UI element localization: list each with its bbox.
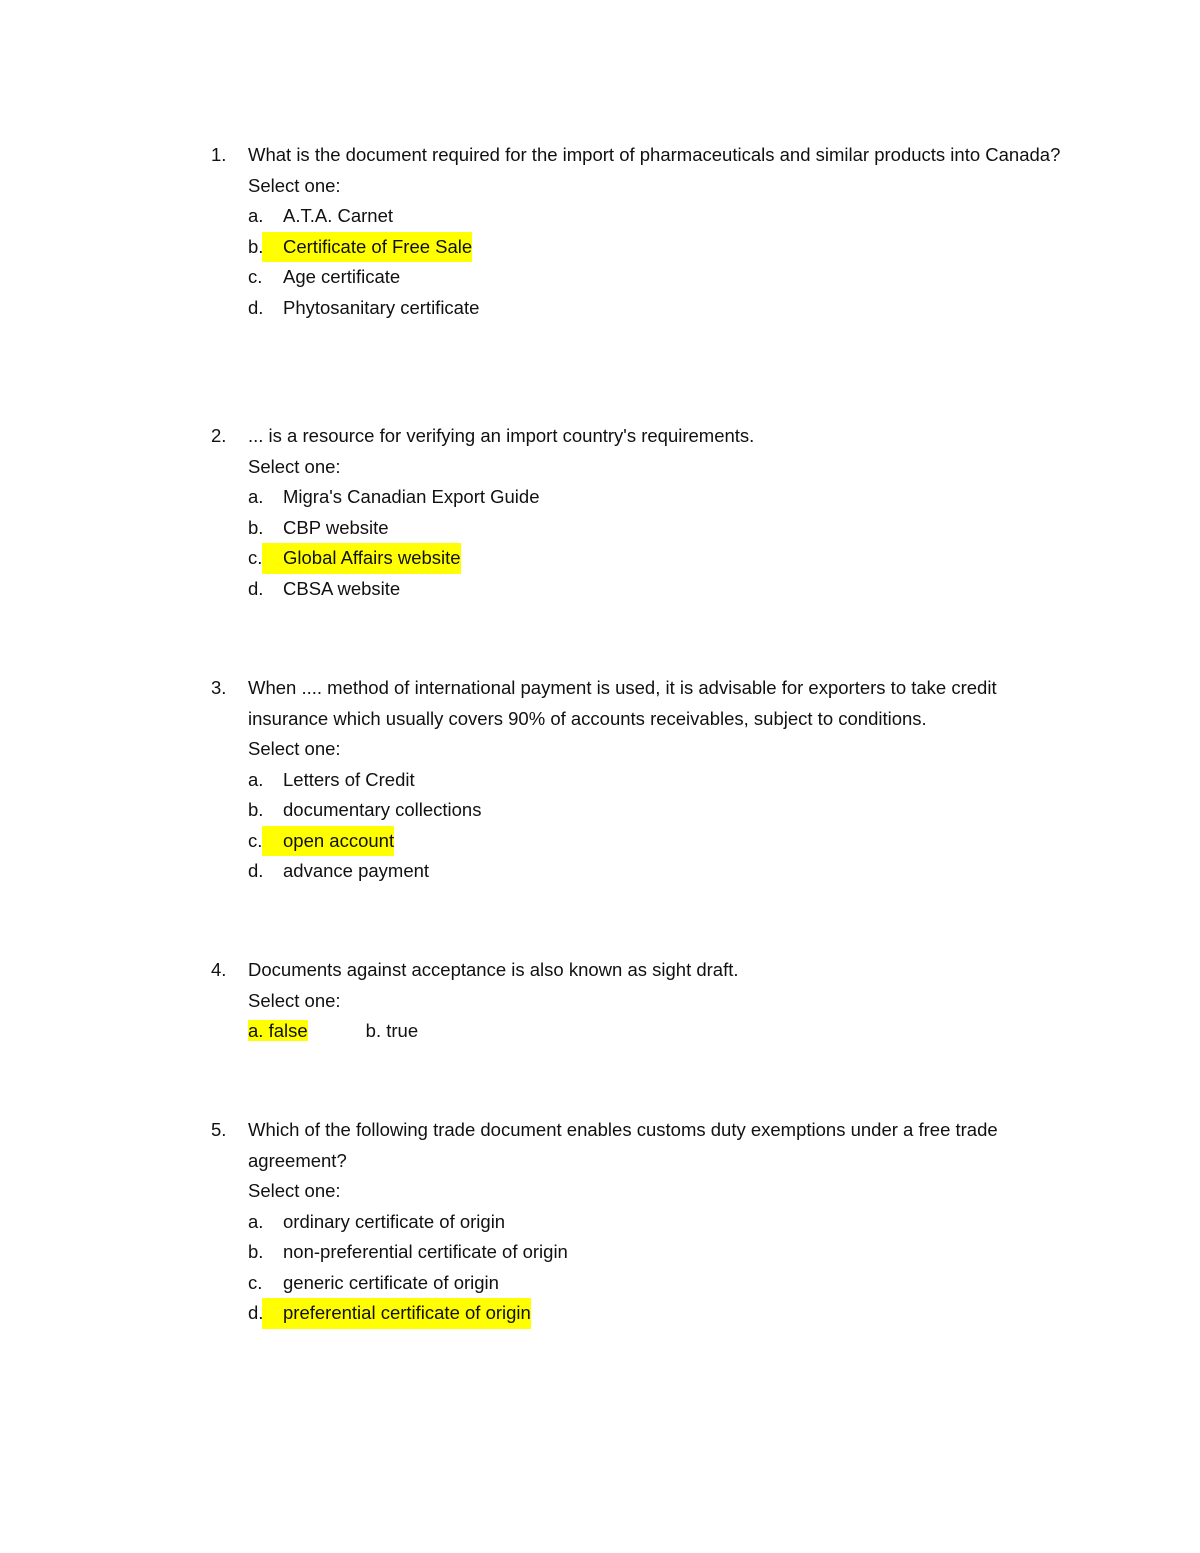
option-letter: c. (248, 547, 263, 568)
option-c-answer (248, 826, 1081, 857)
question-number: 1. (211, 144, 227, 165)
select-one-prompt: Select one: (248, 174, 341, 196)
option-letter: d. (248, 577, 264, 599)
option-letter: d. (248, 860, 264, 881)
question-number: 4. (211, 959, 227, 980)
option-a (248, 201, 1081, 232)
option-text: CBSA website (283, 577, 401, 599)
option-text: Letters of Credit (283, 768, 415, 790)
option-d (248, 293, 1081, 324)
option-text: Migra's Canadian Export Guide (283, 486, 540, 507)
option-text-highlighted: preferential certificate of origin (283, 1298, 531, 1329)
question-2 (211, 421, 1081, 604)
option-false-answer: a. false (248, 1020, 308, 1041)
option-text: A.T.A. Carnet (283, 205, 394, 226)
question-text: ... is a resource for verifying an import country's requirements. (248, 425, 755, 446)
option-b (248, 513, 1081, 544)
option-text: Phytosanitary certificate (283, 296, 480, 318)
option-a (248, 765, 1081, 796)
option-letter: b. (248, 1241, 264, 1262)
option-letter: b. (248, 516, 264, 538)
question-3 (211, 673, 1081, 887)
option-letter: a. (248, 1210, 264, 1232)
option-text: ordinary certificate of origin (283, 1210, 506, 1232)
question-number: 5. (211, 1119, 227, 1140)
option-letter: b. (248, 799, 264, 820)
option-text: generic certificate of origin (283, 1271, 499, 1293)
option-letter: a. (248, 768, 264, 790)
option-c (248, 262, 1081, 293)
question-text: What is the document required for the import of pharmaceuticals and similar products into Canada? (248, 144, 1061, 165)
option-d (248, 574, 1081, 605)
option-letter: d. (248, 1302, 264, 1323)
select-one-prompt: Select one: (248, 1180, 341, 1201)
option-letter: a. (248, 486, 264, 507)
option-text-highlighted: Global Affairs website (283, 543, 461, 574)
option-letter: c. (248, 1271, 263, 1293)
select-one-prompt: Select one: (248, 455, 341, 477)
question-number: 3. (211, 677, 227, 698)
option-letter: b. (248, 235, 264, 257)
option-a (248, 482, 1081, 513)
true-false-options (248, 1016, 1081, 1047)
option-text-highlighted: Certificate of Free Sale (283, 232, 472, 263)
option-text-highlighted: open account (283, 826, 394, 857)
select-one-prompt: Select one: (248, 989, 341, 1011)
option-b (248, 795, 1081, 826)
option-letter: a. (248, 205, 264, 226)
option-c-answer (248, 543, 1081, 574)
option-true: b. true (365, 1020, 419, 1041)
option-d-answer (248, 1298, 1081, 1329)
question-5 (211, 1115, 1081, 1329)
option-b (248, 1237, 1081, 1268)
question-text: Which of the following trade document enables customs duty exemptions under a free trade agreement? (248, 1119, 998, 1171)
question-text: When .... method of international payment is used, it is advisable for exporters to take credit insurance which usually covers 90% of accounts receivables, subject to conditions. (248, 677, 997, 729)
option-b-answer (248, 232, 1081, 263)
option-a (248, 1207, 1081, 1238)
option-letter: d. (248, 296, 264, 318)
question-number: 2. (211, 425, 227, 446)
option-text: advance payment (283, 860, 430, 881)
option-text: CBP website (283, 516, 389, 538)
question-1 (211, 140, 1081, 323)
question-4 (211, 955, 1081, 1047)
question-text: Documents against acceptance is also known as sight draft. (248, 959, 739, 980)
option-text: documentary collections (283, 799, 482, 820)
option-text: Age certificate (283, 266, 401, 287)
option-text: non-preferential certificate of origin (283, 1241, 568, 1262)
option-letter: c. (248, 829, 263, 851)
option-d (248, 856, 1081, 887)
option-c (248, 1268, 1081, 1299)
option-letter: c. (248, 266, 263, 287)
select-one-prompt: Select one: (248, 738, 341, 759)
